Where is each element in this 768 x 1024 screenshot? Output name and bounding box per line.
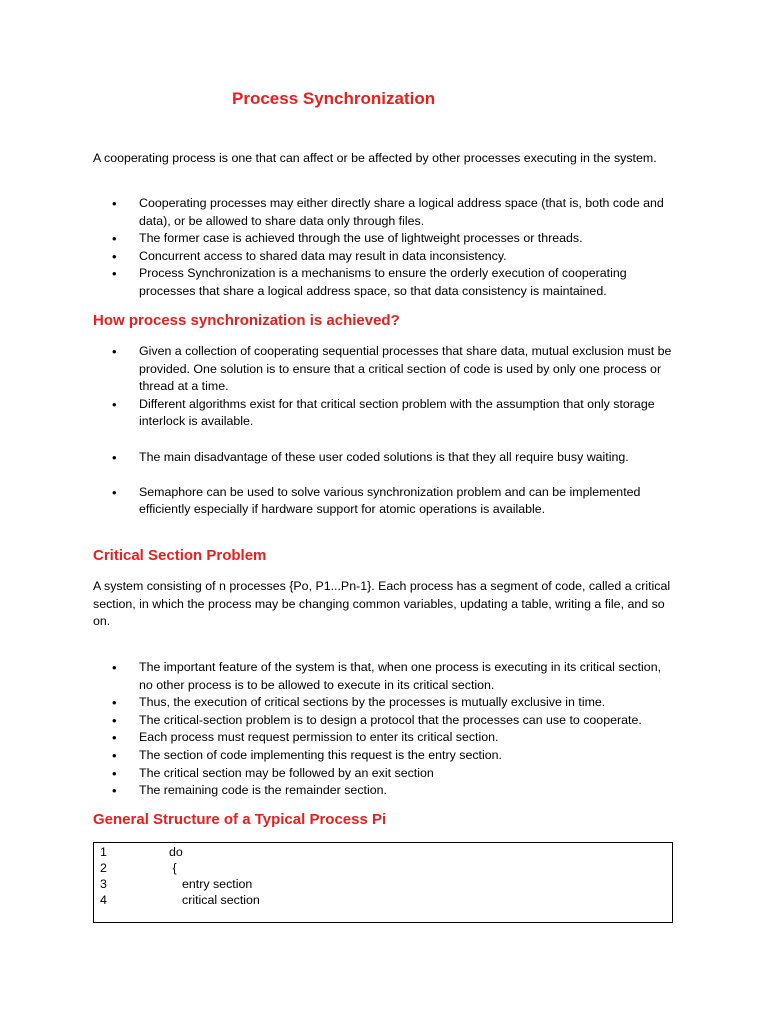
code-line	[94, 876, 672, 892]
code-listing-box	[93, 842, 673, 923]
code-line	[94, 844, 672, 860]
page-title: Process Synchronization	[232, 89, 436, 108]
list-item: • The main disadvantage of these user coded solutions is that they all require busy waiting.	[112, 449, 677, 467]
structure-heading: General Structure of a Typical Process Pi	[93, 811, 387, 828]
list-item: • Cooperating processes may either directly share a logical address space (that is, both code and data), or be allowed to share data only through files.	[112, 195, 677, 230]
list-item: • Different algorithms exist for that critical section problem with the assumption that only storage interlock is available.	[112, 396, 677, 431]
list-item: • The former case is achieved through the use of lightweight processes or threads.	[112, 230, 677, 248]
code-text: do	[169, 845, 183, 859]
line-number: 1	[100, 845, 107, 859]
critical-section-heading: Critical Section Problem	[93, 547, 267, 564]
list-item: • The remaining code is the remainder section.	[112, 782, 677, 800]
code-text: critical section	[182, 893, 260, 907]
code-text: entry section	[182, 877, 253, 891]
intro-bullet-list	[112, 195, 677, 301]
how-heading: How process synchronization is achieved?	[93, 312, 400, 329]
code-line	[94, 860, 672, 876]
list-item: • The critical-section problem is to design a protocol that the processes can use to cooperate.	[112, 712, 677, 730]
code-line	[94, 892, 672, 908]
line-number: 3	[100, 877, 107, 891]
critical-section-bullet-list	[112, 659, 677, 800]
list-item: • Given a collection of cooperating sequential processes that share data, mutual exclusion must be provided. One solution is to ensure that a critical section of code is used by only one process or thread at a time.	[112, 343, 677, 396]
intro-paragraph: A cooperating process is one that can affect or be affected by other processes executing in the system.	[93, 151, 657, 165]
how-bullet-list	[112, 343, 677, 519]
list-item: • The important feature of the system is that, when one process is executing in its critical section, no other process is to be allowed to execute in its critical section.	[112, 659, 677, 694]
list-item: • Concurrent access to shared data may result in data inconsistency.	[112, 248, 677, 266]
list-item: • Each process must request permission to enter its critical section.	[112, 729, 677, 747]
list-item: • Thus, the execution of critical sections by the processes is mutually exclusive in time.	[112, 694, 677, 712]
list-item: • The section of code implementing this request is the entry section.	[112, 747, 677, 765]
code-text: {	[169, 861, 177, 875]
list-item: • Semaphore can be used to solve various synchronization problem and can be implemented efficiently especially if hardware support for atomic operations is available.	[112, 484, 677, 519]
line-number: 4	[100, 893, 107, 907]
list-item: • The critical section may be followed by an exit section	[112, 765, 677, 783]
critical-section-paragraph: A system consisting of n processes {Po, P1...Pn-1}. Each process has a segment of code, called a critical section, in which the process may be changing common variables, updating a table, writing a file, and so on.	[93, 579, 671, 629]
line-number: 2	[100, 861, 107, 875]
list-item: • Process Synchronization is a mechanisms to ensure the orderly execution of cooperating processes that share a logical address space, so that data consistency is maintained.	[112, 265, 677, 300]
